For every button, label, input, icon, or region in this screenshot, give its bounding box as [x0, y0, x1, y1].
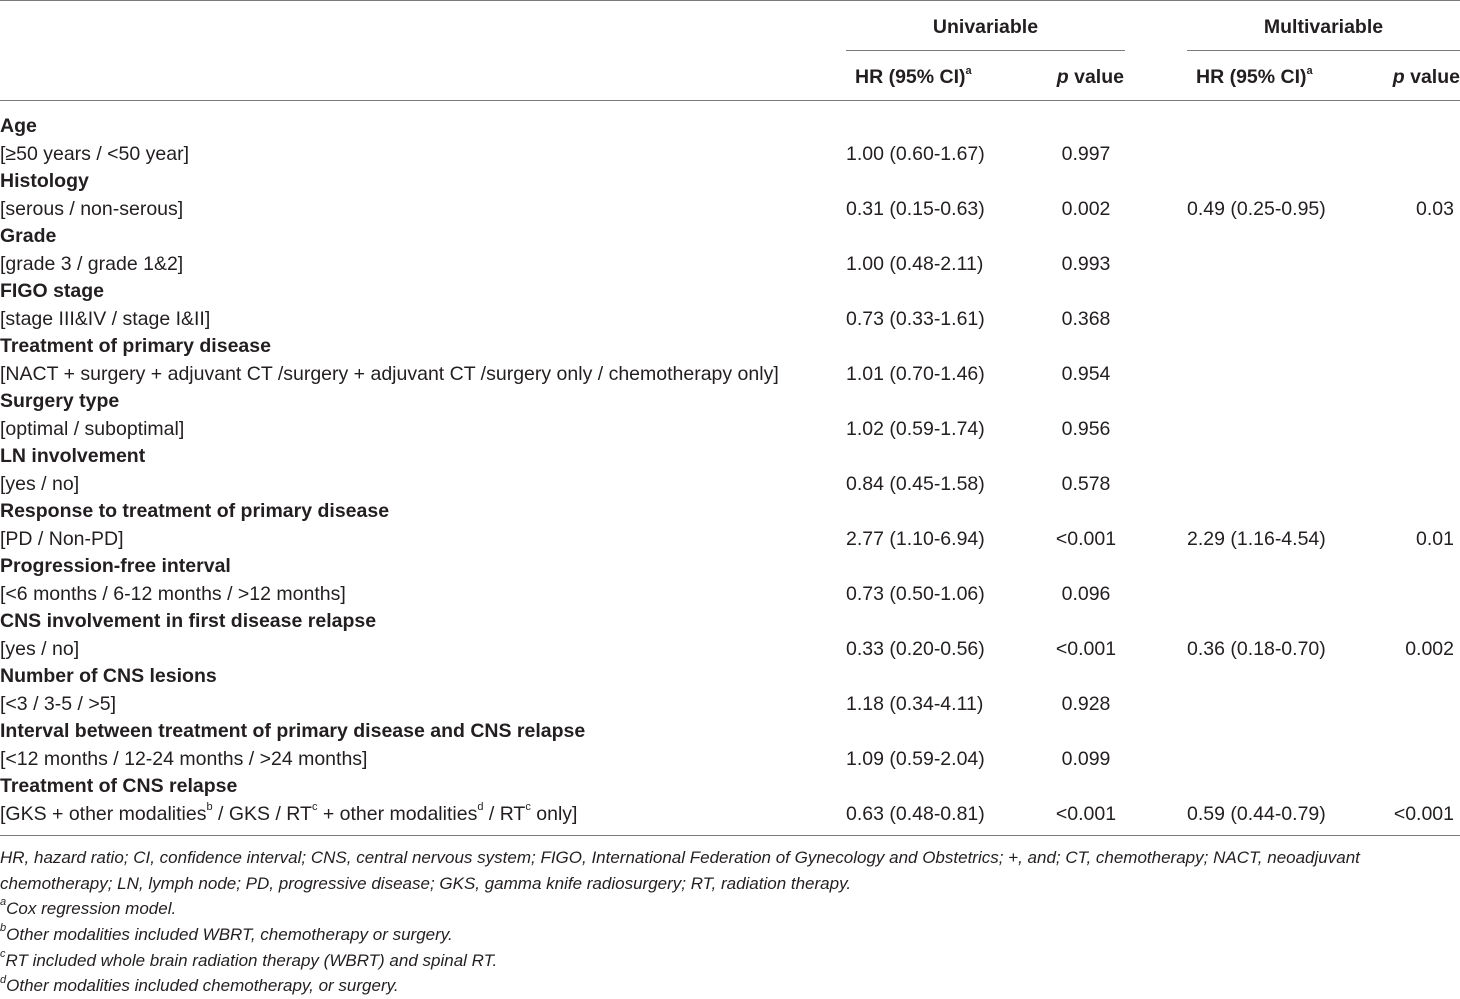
variable-detail: [PD / Non-PD]	[0, 527, 124, 550]
footnote-text: RT included whole brain radiation therapy (WBRT) and spinal RT.	[5, 950, 498, 970]
variable-detail: [<6 months / 6-12 months / >12 months]	[0, 582, 346, 605]
header-multivariable: Multivariable	[1263, 16, 1384, 38]
footnote-a	[0, 896, 1460, 922]
hr-sup: a	[1306, 64, 1313, 77]
abbreviations-footnote: HR, hazard ratio; CI, confidence interval; CNS, central nervous system; FIGO, International Federation of Gynecology and Obstetrics; +, and; CT, chemotherapy; NACT, neoadjuvant chemotherapy; LN, lymph node; PD, progressive disease; GKS, gamma knife radiosurgery; RT, radiation therapy.	[0, 848, 1360, 893]
variable-detail: [NACT + surgery + adjuvant CT /surgery + adjuvant CT /surgery only / chemotherapy only]	[0, 362, 779, 385]
multi-p-value: 0.01	[1416, 527, 1454, 550]
variable-label: Grade	[0, 225, 57, 247]
table-bottom-rule	[0, 835, 1460, 836]
footnote-mark: b	[206, 801, 213, 813]
detail-text: + other modalities	[317, 802, 478, 825]
variable-label: CNS involvement in first disease relapse	[0, 610, 377, 632]
variable-label: Progression-free interval	[0, 555, 231, 577]
uni-hr-value: 1.00 (0.48-2.11)	[846, 252, 984, 275]
hr-label: HR (95% CI)	[1196, 66, 1307, 88]
uni-hr-value: 1.09 (0.59-2.04)	[846, 747, 985, 770]
variable-label: Interval between treatment of primary disease and CNS relapse	[0, 720, 586, 742]
variable-label: Treatment of primary disease	[0, 335, 271, 357]
uni-hr-value: 0.73 (0.33-1.61)	[846, 307, 985, 330]
univariable-underline	[846, 50, 1125, 51]
variable-label: Treatment of CNS relapse	[0, 775, 238, 797]
uni-hr-value: 2.77 (1.10-6.94)	[846, 527, 985, 550]
variable-label: Response to treatment of primary disease	[0, 500, 390, 522]
multi-hr-value: 0.36 (0.18-0.70)	[1187, 637, 1326, 660]
uni-hr-value: 0.63 (0.48-0.81)	[846, 802, 985, 825]
uni-p-value: 0.954	[1061, 362, 1111, 385]
p-rest: value	[1068, 66, 1124, 88]
uni-hr-value: 1.01 (0.70-1.46)	[846, 362, 985, 385]
variable-detail	[0, 803, 577, 826]
variable-label: Age	[0, 115, 37, 137]
uni-hr-value: 1.02 (0.59-1.74)	[846, 417, 985, 440]
uni-p-value: <0.001	[1055, 637, 1117, 660]
header-multi-p	[1350, 66, 1460, 89]
uni-hr-value: 1.00 (0.60-1.67)	[846, 142, 985, 165]
p-rest: value	[1404, 66, 1460, 88]
uni-hr-value: 1.18 (0.34-4.11)	[846, 692, 984, 715]
uni-p-value: 0.099	[1061, 747, 1111, 770]
variable-label: FIGO stage	[0, 280, 105, 302]
detail-text: / RT	[483, 802, 526, 825]
variable-detail: [<12 months / 12-24 months / >24 months]	[0, 747, 368, 770]
multi-p-value: 0.03	[1416, 197, 1454, 220]
header-bottom-rule	[0, 100, 1460, 101]
uni-p-value: 0.578	[1061, 472, 1111, 495]
detail-text: / GKS / RT	[212, 802, 312, 825]
footnote-text: Other modalities included WBRT, chemotherapy or surgery.	[6, 924, 453, 944]
header-univariable: Univariable	[932, 16, 1039, 38]
header-uni-hr	[855, 66, 972, 89]
footnote-c	[0, 948, 1460, 974]
variable-label: Histology	[0, 170, 89, 192]
multivariable-underline	[1187, 50, 1460, 51]
hr-sup: a	[965, 64, 972, 77]
uni-hr-value: 0.31 (0.15-0.63)	[846, 197, 985, 220]
uni-p-value: 0.956	[1061, 417, 1111, 440]
uni-p-value: <0.001	[1055, 527, 1117, 550]
hr-label: HR (95% CI)	[855, 66, 966, 88]
variable-detail: [<3 / 3-5 / >5]	[0, 692, 116, 715]
p-italic: p	[1392, 66, 1405, 88]
variable-detail: [grade 3 / grade 1&2]	[0, 252, 184, 275]
p-italic: p	[1056, 66, 1069, 88]
multi-p-value: <0.001	[1393, 802, 1454, 825]
footnote-mark: c	[0, 947, 6, 960]
uni-p-value: 0.993	[1061, 252, 1111, 275]
uni-hr-value: 0.73 (0.50-1.06)	[846, 582, 985, 605]
multi-hr-value: 0.59 (0.44-0.79)	[1187, 802, 1326, 825]
footnote-mark: c	[525, 801, 531, 813]
uni-p-value: 0.368	[1061, 307, 1111, 330]
multi-p-value: 0.002	[1405, 637, 1454, 660]
variable-detail: [≥50 years / <50 year]	[0, 142, 190, 165]
detail-text: [GKS + other modalities	[0, 802, 207, 825]
footnote-d	[0, 973, 1460, 999]
detail-text: only]	[530, 802, 578, 825]
variable-detail: [stage III&IV / stage I&II]	[0, 307, 211, 330]
header-multi-hr	[1196, 66, 1313, 89]
table-top-rule	[0, 0, 1460, 1]
uni-p-value: 0.928	[1061, 692, 1111, 715]
variable-label: LN involvement	[0, 445, 146, 467]
uni-p-value: 0.002	[1061, 197, 1111, 220]
header-uni-p	[1020, 66, 1124, 89]
footnote-mark: a	[0, 896, 7, 909]
variable-detail: [serous / non-serous]	[0, 197, 184, 220]
uni-hr-value: 0.84 (0.45-1.58)	[846, 472, 985, 495]
footnote-b	[0, 922, 1460, 948]
uni-hr-value: 0.33 (0.20-0.56)	[846, 637, 985, 660]
variable-label: Surgery type	[0, 390, 120, 412]
multi-hr-value: 2.29 (1.16-4.54)	[1187, 527, 1326, 550]
footnote-mark: d	[477, 801, 484, 813]
footnote-text: Other modalities included chemotherapy, or surgery.	[6, 976, 399, 996]
footnote-mark: d	[0, 973, 7, 986]
variable-detail: [yes / no]	[0, 472, 80, 495]
variable-label: Number of CNS lesions	[0, 665, 217, 687]
variable-detail: [yes / no]	[0, 637, 80, 660]
uni-p-value: 0.997	[1061, 142, 1111, 165]
footnote-mark: b	[0, 922, 7, 935]
multi-hr-value: 0.49 (0.25-0.95)	[1187, 197, 1326, 220]
uni-p-value: 0.096	[1061, 582, 1111, 605]
uni-p-value: <0.001	[1055, 802, 1117, 825]
footnote-text: Cox regression model.	[6, 899, 177, 918]
variable-detail: [optimal / suboptimal]	[0, 417, 185, 440]
footnote-mark: c	[311, 801, 318, 813]
